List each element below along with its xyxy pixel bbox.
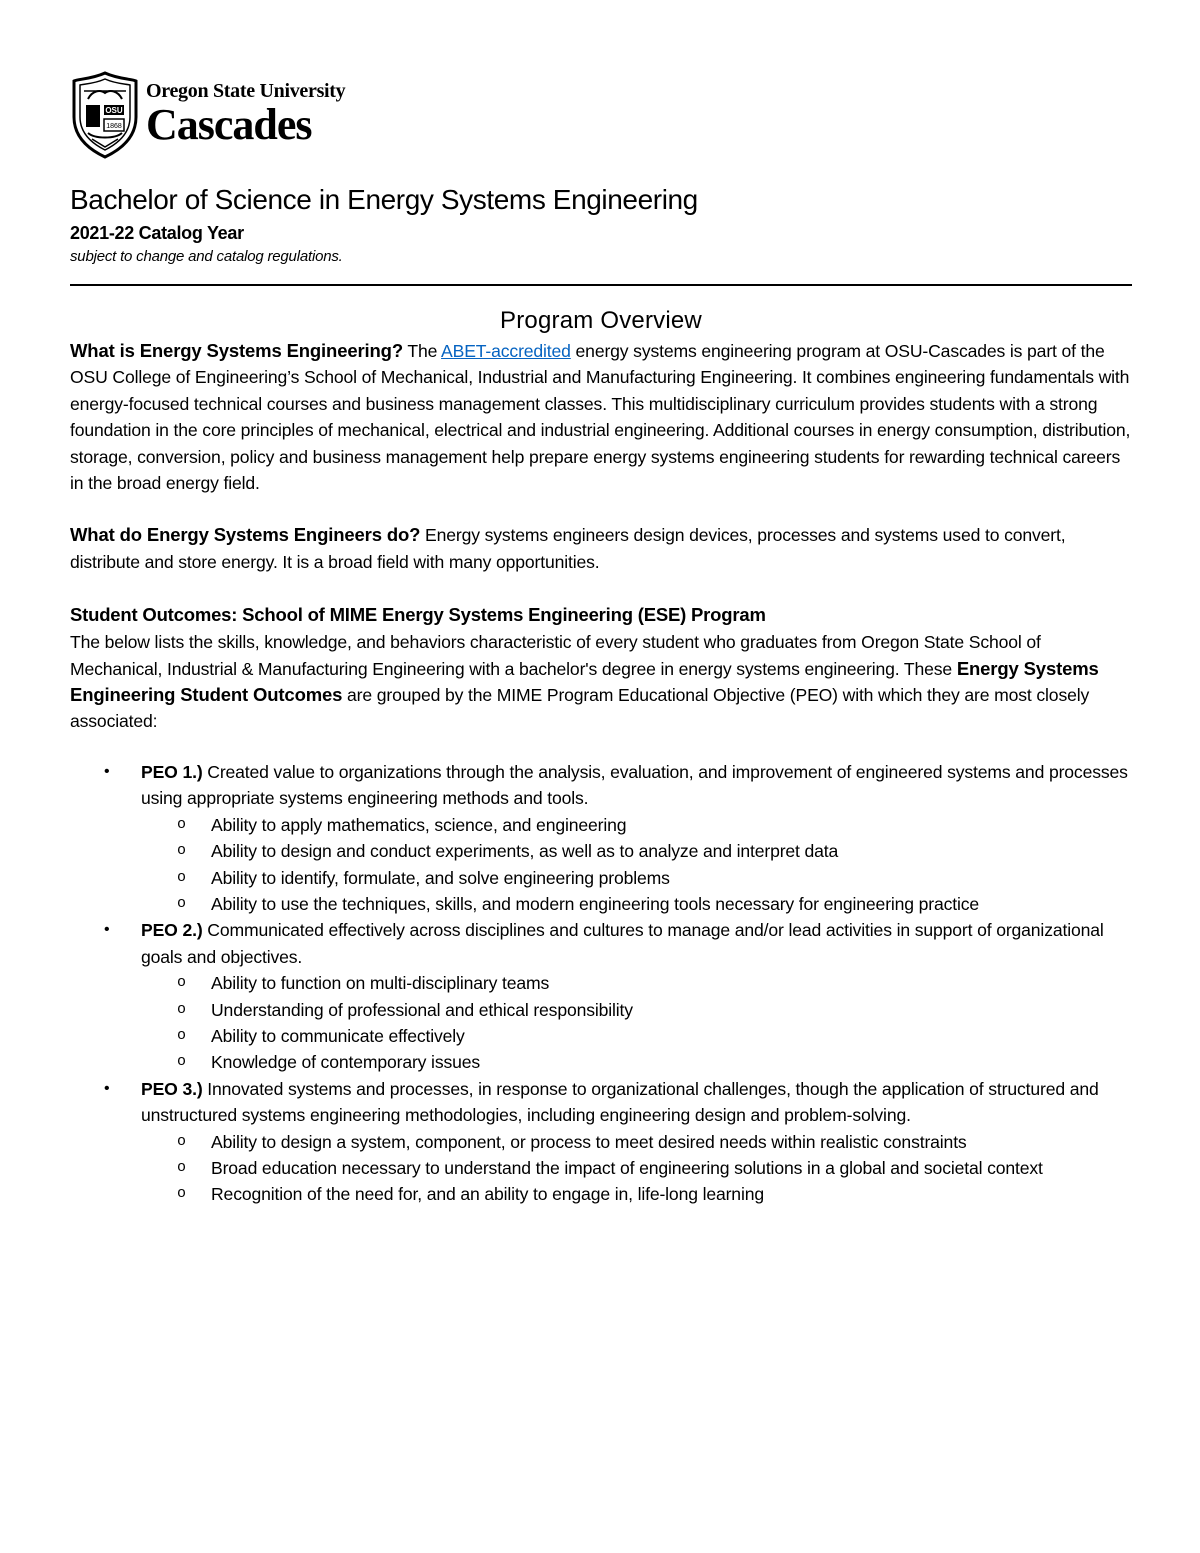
outcome-text: Ability to design and conduct experiments, as well as to analyze and interpret data [211,841,839,862]
peo-label: PEO 2.) [141,920,203,941]
what-do-lead: What do Energy Systems Engineers do? [70,524,421,546]
peo-1-outcomes [141,812,1132,918]
list-item [141,1155,1132,1181]
what-is-body: energy systems engineering program at OSU-Cascades is part of the OSU College of Engineering’s School of Mechanical, Industrial and Manufacturing Engineering. It combines engineering fundamentals with energy-focused technical courses and business management classes. This multidisciplinary curriculum provides students with a strong foundation in the core principles of mechanical, electrical and industrial engineering. Additional courses in energy consumption, distribution, storage, conversion, policy and business management help prepare energy systems engineering students for rewarding technical careers in the broad energy field. [70,341,1131,494]
list-item [141,1023,1132,1049]
list-item [141,891,1132,917]
logo-university-name: Oregon State University [146,80,346,102]
sub-bullet-icon: o [177,842,186,860]
outcome-text: Ability to apply mathematics, science, and engineering [211,814,627,835]
sub-bullet-icon: o [177,1026,186,1044]
list-item [141,838,1132,864]
section-heading-outcomes: Student Outcomes: School of MIME Energy Systems Engineering (ESE) Program [70,604,766,626]
horizontal-rule [70,284,1132,286]
outcome-text: Ability to design a system, component, or process to meet desired needs within realistic constraints [211,1131,967,1152]
sub-bullet-icon: o [177,815,186,833]
paragraph-what-is [70,338,1132,496]
peo-3-outcomes [141,1129,1132,1208]
list-item [141,997,1132,1023]
bullet-icon: • [104,762,110,780]
osu-cascades-logo [70,66,1132,162]
bullet-icon: • [104,921,110,939]
peo-2-outcomes [141,970,1132,1076]
outcomes-intro-bold: Energy Systems Engineering Student Outcomes [70,657,1099,706]
peo-list [70,759,1132,1208]
what-do-body: Energy systems engineers design devices, processes and systems used to convert, distribute and store energy. It is a broad field with many opportunities. [70,525,1066,572]
list-item [141,812,1132,838]
seal-letters: OSU [105,106,123,115]
sub-bullet-icon: o [177,1132,186,1150]
sub-bullet-icon: o [177,974,186,992]
peo-item-2 [70,917,1132,1075]
outcome-text: Broad education necessary to understand the impact of engineering solutions in a global and societal context [211,1157,1043,1178]
peo-item-1 [70,759,1132,917]
peo-text: Created value to organizations through the analysis, evaluation, and improvement of engineered systems and processes using appropriate systems engineering methods and tools. [141,761,1128,809]
list-item [141,1049,1132,1075]
what-is-pre-link: The [402,341,442,361]
list-item [141,865,1132,891]
sub-bullet-icon: o [177,1158,186,1176]
logo-campus-name: Cascades [146,100,312,149]
list-item [141,1129,1132,1155]
sub-bullet-icon: o [177,1053,186,1071]
outcomes-intro-pre: The below lists the skills, knowledge, and behaviors characteristic of every student who graduates from Oregon State School of Mechanical, Industrial & Manufacturing Engineering with a bachelor's degree in energy systems engineering. These [70,632,1041,679]
outcome-text: Ability to use the techniques, skills, and modern engineering tools necessary for engineering practice [211,893,980,914]
sub-bullet-icon: o [177,868,186,886]
outcome-text: Recognition of the need for, and an ability to engage in, life-long learning [211,1184,764,1205]
peo-label: PEO 1.) [141,761,203,782]
what-is-lead: What is Energy Systems Engineering? [70,340,403,361]
outcomes-intro-post: are grouped by the MIME Program Educational Objective (PEO) with which they are most closely associated: [70,685,1090,732]
outcome-text: Ability to communicate effectively [211,1025,465,1046]
paragraph-what-do [70,522,1132,575]
outcome-text: Understanding of professional and ethical responsibility [211,999,633,1020]
outcome-text: Knowledge of contemporary issues [211,1052,481,1073]
peo-label: PEO 3.) [141,1078,203,1099]
peo-text: Innovated systems and processes, in response to organizational challenges, though the application of structured and unstructured systems engineering methodologies, including engineering design and problem-solving. [141,1078,1099,1126]
document-page [70,66,1132,1208]
peo-item-3 [70,1076,1132,1208]
peo-text: Communicated effectively across disciplines and cultures to manage and/or lead activities in support of organizational goals and objectives. [141,920,1104,967]
section-heading-overview: Program Overview [500,307,702,334]
outcome-text: Ability to function on multi-disciplinary teams [211,973,550,994]
catalog-year: 2021-22 Catalog Year [70,223,244,243]
bullet-icon: • [104,1079,110,1097]
list-item [141,1181,1132,1207]
seal-year: 1868 [106,123,122,130]
sub-bullet-icon: o [177,1185,186,1203]
osu-seal-icon [70,69,140,159]
list-item [141,970,1132,996]
abet-accredited-link[interactable]: ABET-accredited [441,341,571,361]
sub-bullet-icon: o [177,1000,186,1018]
document-title: Bachelor of Science in Energy Systems Engineering [70,184,698,215]
sub-bullet-icon: o [177,894,186,912]
document-subtitle: subject to change and catalog regulations. [70,248,343,265]
outcomes-intro [70,629,1132,735]
outcome-text: Ability to identify, formulate, and solve engineering problems [211,867,670,888]
